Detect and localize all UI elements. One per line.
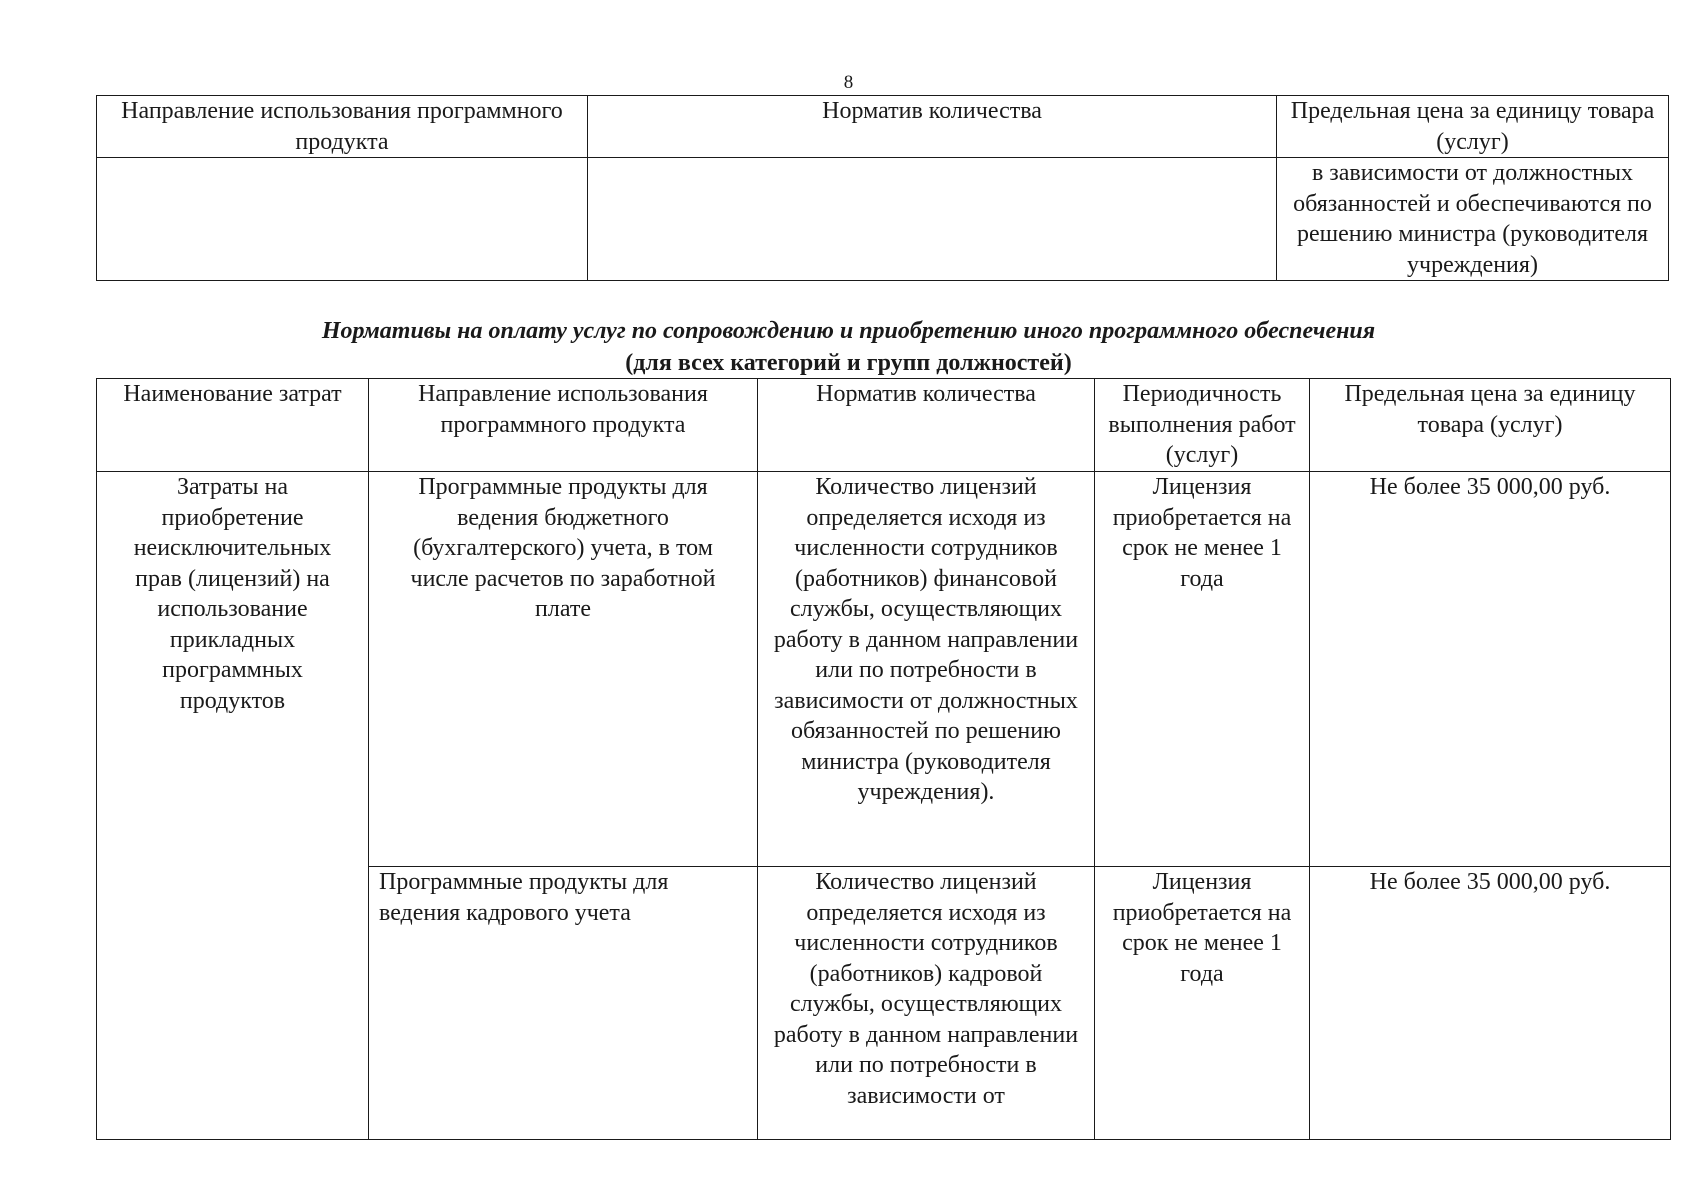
page-number: 8 (843, 72, 854, 93)
header-direction: Направление использования программного продукта (369, 379, 758, 472)
section-subtitle: (для всех категорий и групп должностей) (625, 350, 1072, 376)
header-quantity: Норматив количества (758, 379, 1095, 472)
quantity-text-alt: или по потребности в зависимости от должностных обязанностей по решению министра (руководителя учреждения). (774, 657, 1078, 805)
header-periodicity: Периодичность выполнения работ (услуг) (1095, 379, 1310, 472)
section-heading (0, 315, 1697, 379)
table-row (97, 158, 1669, 281)
cell-price: в зависимости от должностных обязанностей и обеспечиваются по решению министра (руководителя учреждения) (1277, 158, 1669, 281)
section-title: Нормативы на оплату услуг по сопровождению и приобретению иного программного обеспечения (321, 318, 1376, 344)
cell-quantity (758, 472, 1095, 867)
cell-quantity (758, 867, 1095, 1140)
quantity-text: Количество лицензий определяется исходя из численности сотрудников (работников) кадровой службы, осуществляющих работу в данном направлении (773, 869, 1079, 1048)
quantity-text: Количество лицензий определяется исходя из численности сотрудников (работников) финансовой службы, осуществляющих работу в данном направлении (773, 474, 1079, 653)
cell-direction: Программные продукты для ведения бюджетного (бухгалтерского) учета, в том числе расчетов по заработной плате (369, 472, 758, 867)
table-row (97, 472, 1671, 867)
header-price: Предельная цена за единицу товара (услуг) (1310, 379, 1671, 472)
cell-direction (97, 158, 588, 281)
cell-periodicity: Лицензия приобретается на срок не менее 1 года (1095, 472, 1310, 867)
cell-price: Не более 35 000,00 руб. (1310, 472, 1671, 867)
cell-periodicity: Лицензия приобретается на срок не менее 1 года (1095, 867, 1310, 1140)
cell-quantity (588, 158, 1277, 281)
header-quantity: Норматив количества (588, 96, 1277, 158)
cell-cost-name: Затраты на приобретение неисключительных прав (лицензий) на использование прикладных программных продуктов (97, 472, 369, 1140)
header-direction: Направление использования программного продукта (97, 96, 588, 158)
cell-direction: Программные продукты для ведения кадрового учета (369, 867, 758, 1140)
cell-price: Не более 35 000,00 руб. (1310, 867, 1671, 1140)
table-header-row (97, 379, 1671, 472)
table-header-row (97, 96, 1669, 158)
header-cost-name: Наименование затрат (97, 379, 369, 472)
top-table (96, 95, 1669, 281)
quantity-text-alt: или по потребности в зависимости от (815, 1052, 1037, 1109)
header-price: Предельная цена за единицу товара (услуг) (1277, 96, 1669, 158)
main-table (96, 378, 1671, 1140)
